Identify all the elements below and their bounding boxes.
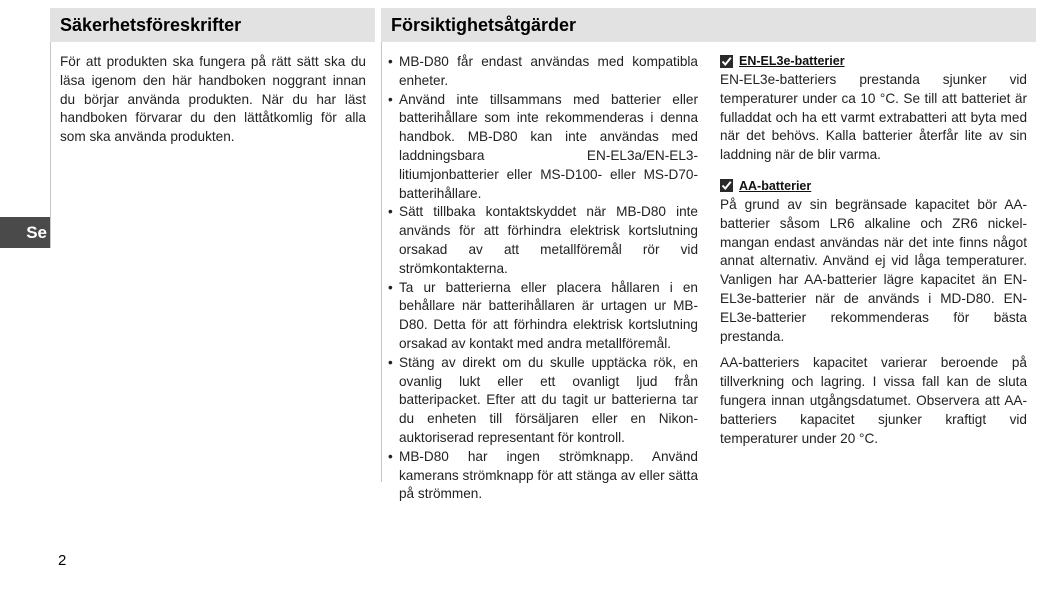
right-heading-text: Försiktighetsåtgärder <box>391 14 577 35</box>
note-paragraph: På grund av sin begränsade kapacitet bör AA-batterier såsom LR6 alkaline och ZR6 nickel-mangan endast användas när det inte finns något annat alternativ. Använd ej vid låga temperaturer. Vanligen har AA-batterier lägre kapacitet än EN-EL3e-batterier när de används i MD-D80. EN-EL3e-batterier rekommenderas för bästa prestanda. <box>720 196 1027 344</box>
precautions-list <box>388 53 698 504</box>
check-icon <box>720 55 733 68</box>
right-section-heading <box>381 8 1036 42</box>
battery-notes <box>720 53 1027 448</box>
note-paragraph: AA-batteriers kapacitet varierar beroende på tillverkning och lagring. I vissa fall kan de sluta fungera innan utgångsdatumet. Observera att AA-batteriers kapacitet sjunker kraftigt vid temperaturer under 20 °C. <box>720 355 1027 446</box>
list-item: • MB-D80 har ingen strömknapp. Använd kamerans strömknapp för att stänga av eller sätta på strömmen. <box>388 448 698 504</box>
note-title: AA-batterier <box>739 178 812 193</box>
left-section-heading <box>50 8 375 42</box>
column-divider-middle <box>381 42 382 482</box>
language-tab-label: Se <box>26 222 47 242</box>
safety-intro-text: För att produkten ska fungera på rätt sätt ska du läsa igenom den här handboken noggrant innan du börjar använda produkten. När du har läst handboken förvarar du den lättåtkomlig för alla som ska använda produkten. <box>60 54 366 145</box>
list-item: • Sätt tillbaka kontaktskyddet när MB-D80 inte används för att förhindra elektrisk kortslutning orsakad av att metallföremål rör vid strömkontakterna. <box>388 203 698 278</box>
list-item: • Stäng av direkt om du skulle upptäcka rök, en ovanlig lukt eller ett ovanligt ljud från batteripacket. Efter att du tagit ur batterierna tar du enheten till försäljaren eller en Nikon-auktoriserad representant för kontroll. <box>388 354 698 448</box>
list-item: • Använd inte tillsammans med batterier eller batterihållare som inte rekommenderas i denna handbok. MB-D80 kan inte användas med laddningsbara EN-EL3a/EN-EL3-litiumjonbatterier eller MS-D100- eller MS-D70-batterihållare. <box>388 91 698 204</box>
note-paragraph: EN-EL3e-batteriers prestanda sjunker vid temperaturer under ca 10 °C. Se till att batteriet är fulladdat och ha ett varmt extrabatteri att byta med när det behövs. Kalla batterier återfår lite av sin laddning när de blir varma. <box>720 72 1027 163</box>
list-item: • Ta ur batterierna eller placera hållaren i en behållare när batterihållaren är urtagen ur MB-D80. Detta för att förhindra elektrisk kortslutning orsakad av kontakt med andra metallföremål. <box>388 279 698 354</box>
note-heading-aa <box>720 178 1027 194</box>
note-heading-en-el3e <box>720 53 1027 69</box>
note-title: EN-EL3e-batterier <box>739 53 845 68</box>
page-number: 2 <box>58 552 67 569</box>
list-item: • MB-D80 får endast användas med kompatibla enheter. <box>388 53 698 91</box>
column-divider-left <box>50 42 51 248</box>
language-tab <box>0 217 50 248</box>
check-icon <box>720 179 733 192</box>
left-heading-text: Säkerhetsföreskrifter <box>60 14 242 35</box>
